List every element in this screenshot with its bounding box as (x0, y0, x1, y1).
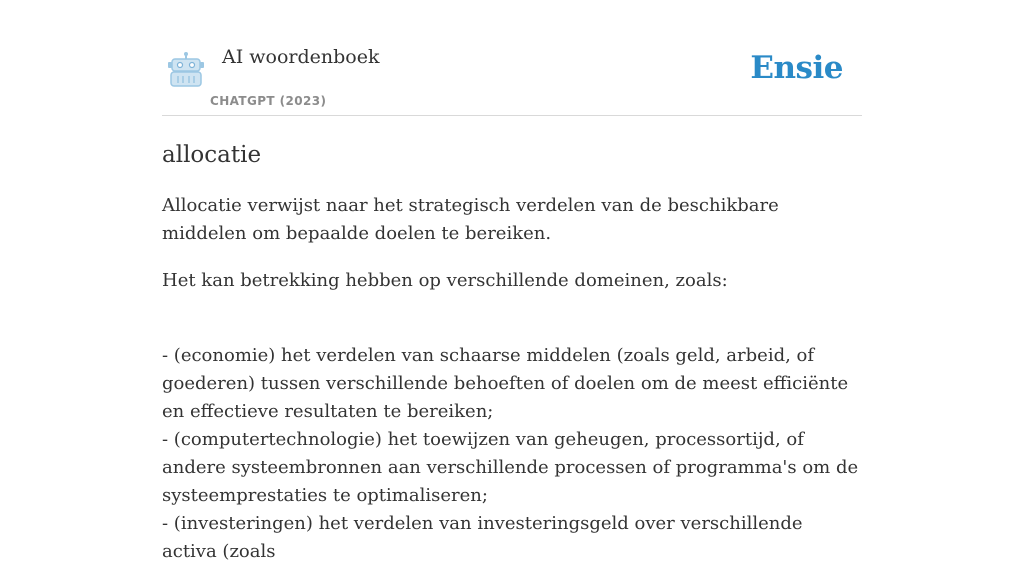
header (162, 0, 862, 116)
definition-paragraph: Allocatie verwijst naar het strategisch verdelen van de beschikbare middelen om bepaalde doelen te bereiken. (162, 195, 779, 244)
list-item: - (investeringen) het verdelen van investeringsgeld over verschillende activa (zoals (162, 513, 803, 562)
entry-page (162, 0, 862, 566)
list-item: - (economie) het verdelen van schaarse middelen (zoals geld, arbeid, of goederen) tussen verschillende behoeften of doelen om de meest efficiënte en effectieve resultaten te bereiken; (162, 345, 849, 422)
entry-term: allocatie (162, 142, 262, 168)
robot-icon (166, 52, 206, 88)
dictionary-source: CHATGPT (2023) (210, 94, 327, 108)
dictionary-title[interactable]: AI woordenboek (222, 46, 380, 68)
ensie-logo[interactable]: Ensie (750, 50, 843, 86)
definition (162, 192, 862, 566)
list-item: - (computertechnologie) het toewijzen van geheugen, processortijd, of andere systeembronnen aan verschillende processen of programma's om de systeemprestaties te optimaliseren; (162, 429, 859, 506)
definition-paragraph: Het kan betrekking hebben op verschillende domeinen, zoals: (162, 270, 728, 291)
definition-list (162, 314, 862, 566)
